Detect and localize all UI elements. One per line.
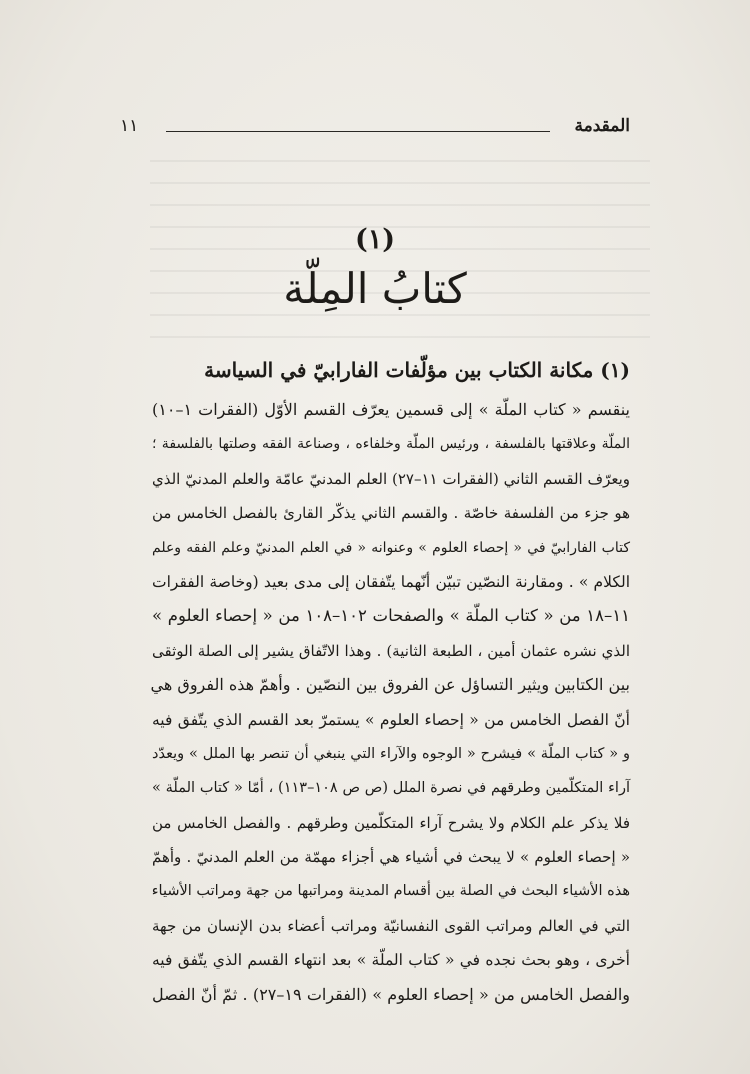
body-text xyxy=(150,393,631,1004)
text-line: أنّ الفصل الخامس من « إحصاء العلوم » يستمرّ بعد القسم الذي يتّفق فيه xyxy=(152,710,630,729)
text-line: هذه الأشياء البحث في الصلة بين أقسام المدينة ومراتبها من جهة ومراتب الأشياء xyxy=(151,883,630,900)
text-line: الذي نشره عثمان أمين ، الطبعة الثانية) . وهذا الاتّفاق يشير إلى الصلة الوثقى xyxy=(152,641,630,660)
text-line: و « كتاب الملّة » فيشرح « الوجوه والآراء التي ينبغي أن تنصر بها الملل » ويعدّد xyxy=(152,745,630,762)
running-head xyxy=(120,116,630,146)
text-line: بين الكتابين ويثير التساؤل عن الفروق بين النصّين . وأهمّ هذه الفروق هي xyxy=(150,675,630,695)
text-line: ١١–١٨ من « كتاب الملّة » والصفحات ١٠٢–١٠٨ من « إحصاء العلوم » xyxy=(152,606,630,626)
text-line: الكلام » . ومقارنة النصّين تبيّن أنّهما يتّفقان إلى مدى بعيد (وخاصة الفقرات xyxy=(152,572,630,591)
text-line: ينقسم « كتاب الملّة » إلى قسمين يعرّف القسم الأوّل (الفقرات ١–١٠) xyxy=(152,400,630,419)
section-heading: (١) مكانة الكتاب بين مؤلّفات الفارابيّ في السياسة xyxy=(204,358,630,382)
text-line: هو جزء من الفلسفة خاصّة . والقسم الثاني يذكّر القارئ بالفصل الخامس من xyxy=(152,504,630,523)
text-line: والفصل الخامس من « إحصاء العلوم » (الفقرات ١٩–٢٧) . ثمّ أنّ الفصل xyxy=(152,984,631,1004)
text-line: التي في العالم ومراتب القوى النفسانيّة ومراتب أعضاء بدن الإنسان من جهة xyxy=(152,916,630,935)
text-line: آراء المتكلّمين وطرقهم في نصرة الملل (ص ص ١٠٨–١١٣) ، أمّا « كتاب الملّة » xyxy=(152,780,630,797)
running-head-title: المقدمة xyxy=(574,116,630,136)
text-line: كتاب الفارابيّ في « إحصاء العلوم » وعنوانه « في العلم المدنيّ وعلم الفقه وعلم xyxy=(152,539,630,556)
running-head-rule xyxy=(166,131,550,132)
chapter-number: (١) xyxy=(354,224,396,255)
text-line: فلا يذكر علم الكلام ولا يشرح آراء المتكلّمين وطرقهم . والفصل الخامس من xyxy=(152,813,630,832)
text-line: ويعرّف القسم الثاني (الفقرات ١١–٢٧) العلم المدنيّ عامّة والعلم المدنيّ الذي xyxy=(152,469,631,488)
chapter-title: كتابُ المِلّة xyxy=(283,264,467,313)
text-line: أخرى ، وهو بحث نجده في « كتاب الملّة » بعد انتهاء القسم الذي يتّفق فيه xyxy=(152,951,630,970)
page-number: ١١ xyxy=(120,116,139,136)
text-line: الملّة وعلاقتها بالفلسفة ، ورئيس الملّة وخلفاءه ، وصناعة الفقه وصلتها بالفلسفة ؛ xyxy=(152,436,630,453)
text-line: « إحصاء العلوم » لا يبحث في أشياء هي أجزاء مهمّة من العلم المدنيّ . وأهمّ xyxy=(152,848,630,867)
